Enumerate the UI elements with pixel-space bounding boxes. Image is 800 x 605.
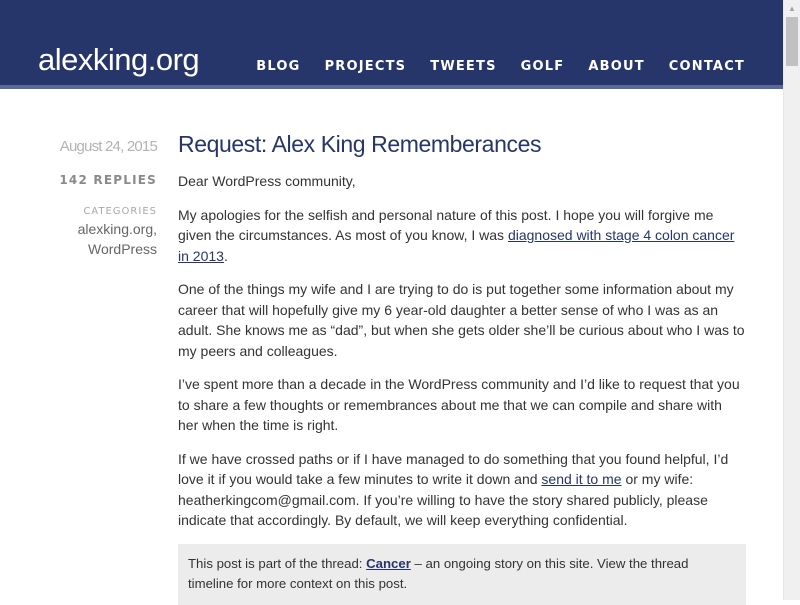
nav-about[interactable]: ABOUT [588, 59, 645, 74]
diagnosis-link[interactable]: diagnosed with stage 4 colon cancer in 2013 [178, 227, 735, 264]
category-links [30, 219, 157, 259]
site-title-link[interactable]: alexking.org [38, 42, 200, 77]
nav-blog[interactable]: BLOG [256, 59, 301, 74]
vertical-scrollbar[interactable] [783, 0, 800, 600]
nav-golf[interactable]: GOLF [520, 59, 565, 74]
paragraph-4-text: If we have crossed paths or if I have managed to do something that you found helpful, I’d love it if you would take a few minutes to write it down and [178, 450, 729, 487]
greeting-paragraph: Dear WordPress community, [178, 173, 356, 189]
post-body [178, 171, 746, 531]
site-header [0, 0, 783, 85]
category-alexking-org[interactable]: alexking.org [77, 221, 154, 237]
nav-tweets[interactable]: TWEETS [430, 59, 497, 74]
thread-note-end: – an ongoing story on this site. View the thread timeline for more context on this post. [188, 555, 689, 591]
post-meta [30, 136, 157, 259]
category-separator: , [153, 221, 157, 237]
paragraph-1-text: My apologies for the selfish and personal nature of this post. I hope you will forgive me given the circumstances. As most of you know, I was [178, 206, 714, 243]
paragraph-2: One of the things my wife and I are trying to do is put together some information about my career that will hopefully give my 6 year-old daughter a better sense of who I was as an adult. She knows me as “dad”, but when she gets older she’ll be curious about who I was to my peers and colleagues. [178, 281, 745, 359]
paragraph-4-end: or my wife: heatherkingcom@gmail.com. If you’re willing to have the story shared publicly, please indicate that accordingly. By default, we will keep everything confidential. [178, 471, 708, 528]
thread-note [178, 544, 746, 605]
nav-projects[interactable]: PROJECTS [324, 59, 407, 74]
scrollbar-thumb[interactable] [786, 17, 798, 66]
paragraph-1 [178, 205, 746, 267]
categories-label: CATEGORIES [83, 206, 157, 217]
thread-cancer-link[interactable]: Cancer [366, 555, 411, 571]
nav-contact[interactable]: CONTACT [668, 59, 745, 74]
paragraph-4 [178, 449, 746, 531]
scroll-up-arrow-icon[interactable]: ▲ [788, 4, 796, 13]
paragraph-3: I’ve spent more than a decade in the WordPress community and I’d like to request that you to share a few thoughts or remembrances about me that we can compile and share with her when the time is right. [178, 376, 740, 433]
header-stripe [0, 85, 783, 89]
paragraph-1-end: . [223, 247, 228, 264]
main-nav [256, 58, 745, 76]
post-date: August 24, 2015 [59, 138, 157, 155]
replies-link[interactable]: 142 REPLIES [59, 173, 157, 187]
thread-note-text: This post is part of the thread: [188, 555, 367, 571]
category-wordpress[interactable]: WordPress [88, 241, 157, 257]
post-title[interactable]: Request: Alex King Rememberances [178, 131, 542, 157]
post [178, 128, 746, 605]
send-it-to-me-link[interactable]: send it to me [541, 471, 622, 487]
